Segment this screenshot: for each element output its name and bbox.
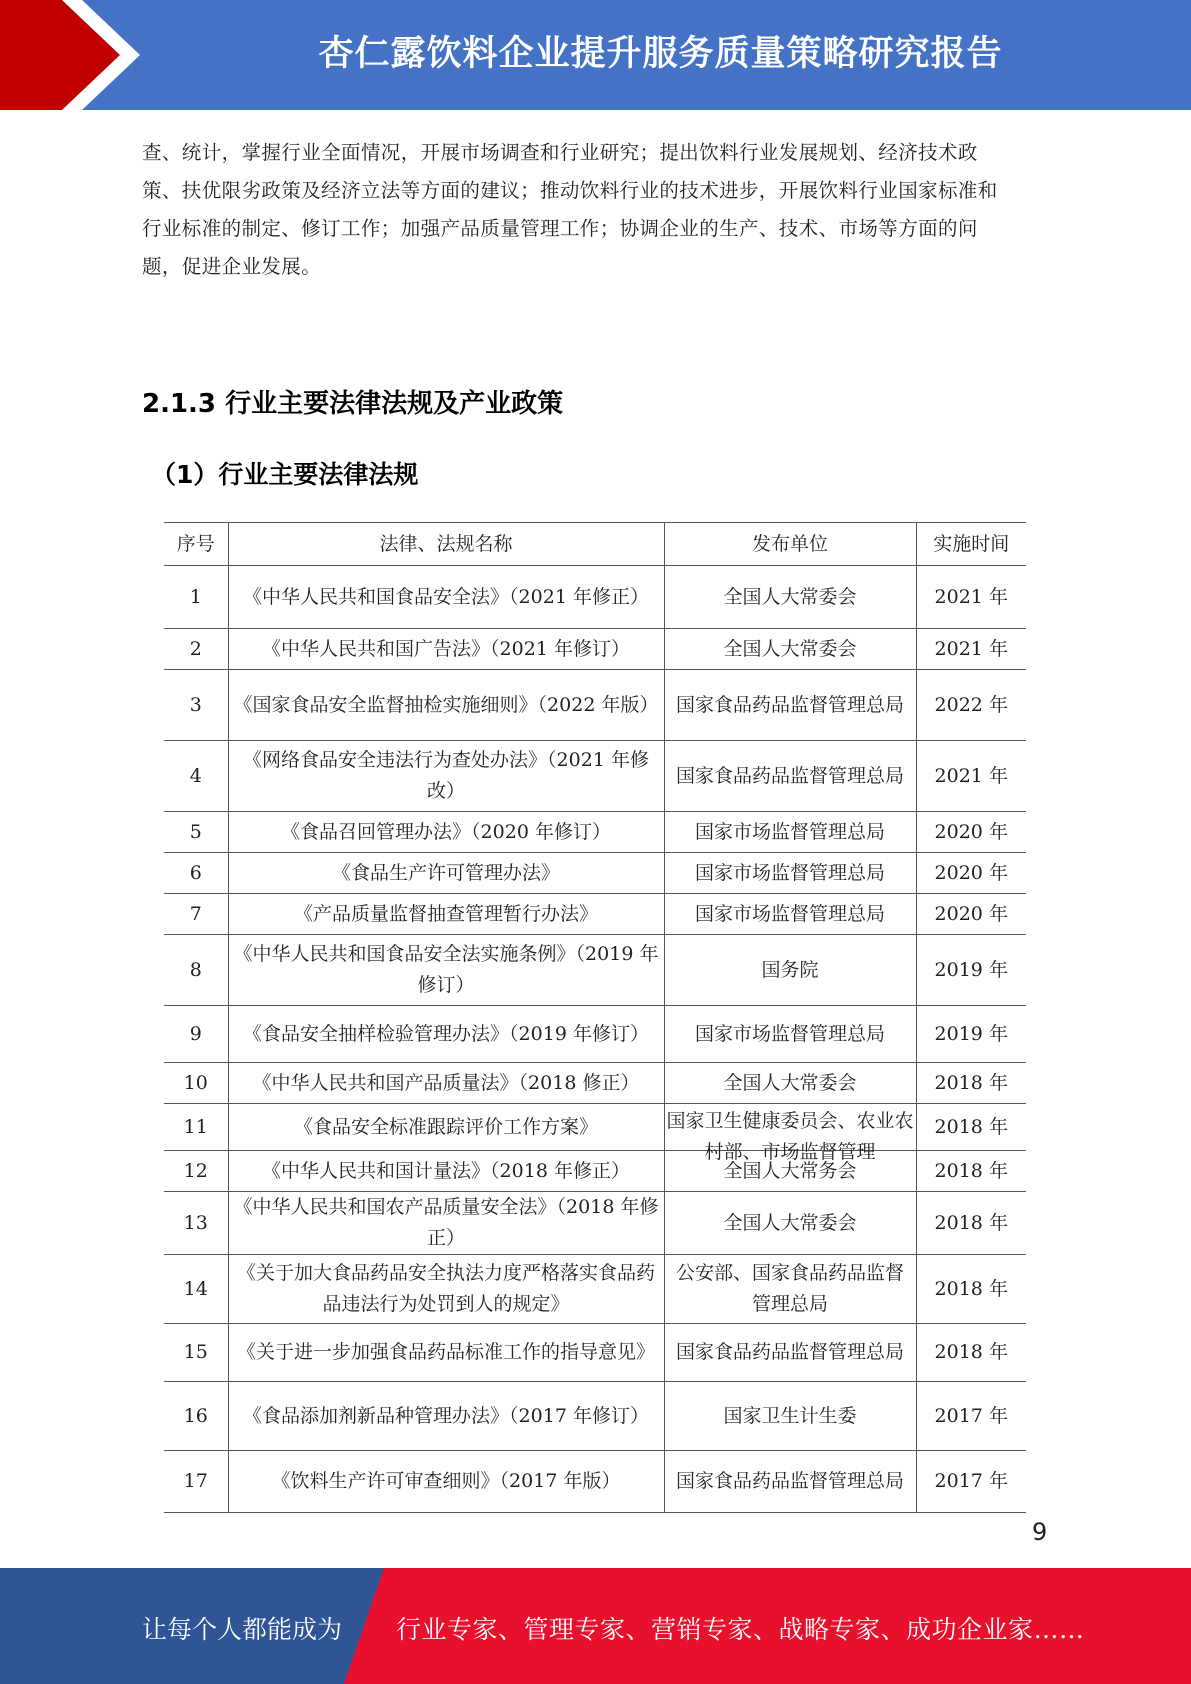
table-row bbox=[164, 1255, 1026, 1324]
cell-issuer: 国家市场监督管理总局 bbox=[664, 894, 916, 935]
cell-name: 《食品添加剂新品种管理办法》（2017 年修订） bbox=[228, 1382, 664, 1451]
cell-date: 2020 年 bbox=[916, 853, 1026, 894]
cell-name: 《网络食品安全违法行为查处办法》（2021 年修改） bbox=[228, 741, 664, 812]
cell-no: 9 bbox=[164, 1006, 228, 1063]
cell-issuer: 全国人大常委会 bbox=[664, 1192, 916, 1255]
cell-date: 2020 年 bbox=[916, 812, 1026, 853]
intro-paragraph bbox=[142, 134, 1047, 286]
intro-line: 行业标准的制定、修订工作；加强产品质量管理工作；协调企业的生产、技术、市场等方面的问 bbox=[142, 217, 978, 240]
cell-issuer: 国家食品药品监督管理总局 bbox=[664, 1324, 916, 1382]
table-row bbox=[164, 935, 1026, 1006]
table-row bbox=[164, 566, 1026, 629]
page-header bbox=[0, 0, 1191, 110]
header-name: 法律、法规名称 bbox=[228, 523, 664, 566]
header-no: 序号 bbox=[164, 523, 228, 566]
cell-issuer: 全国人大常委会 bbox=[664, 566, 916, 629]
cell-no: 5 bbox=[164, 812, 228, 853]
cell-date: 2018 年 bbox=[916, 1151, 1026, 1192]
cell-date: 2022 年 bbox=[916, 670, 1026, 741]
table-row bbox=[164, 1006, 1026, 1063]
footer-slogan-left: 让每个人都能成为 bbox=[142, 1615, 343, 1644]
cell-issuer: 国家市场监督管理总局 bbox=[664, 1006, 916, 1063]
table-header-row bbox=[164, 523, 1026, 566]
cell-name: 《食品安全抽样检验管理办法》（2019 年修订） bbox=[228, 1006, 664, 1063]
cell-name: 《中华人民共和国计量法》（2018 年修正） bbox=[228, 1151, 664, 1192]
cell-date: 2019 年 bbox=[916, 935, 1026, 1006]
cell-no: 17 bbox=[164, 1451, 228, 1513]
cell-issuer: 国家食品药品监督管理总局 bbox=[664, 1451, 916, 1513]
cell-date: 2018 年 bbox=[916, 1324, 1026, 1382]
table-row bbox=[164, 629, 1026, 670]
cell-no: 16 bbox=[164, 1382, 228, 1451]
table-row bbox=[164, 1451, 1026, 1513]
table-row bbox=[164, 1104, 1026, 1151]
cell-issuer-clip bbox=[665, 1104, 916, 1163]
cell-issuer: 国家市场监督管理总局 bbox=[664, 812, 916, 853]
cell-name: 《食品召回管理办法》（2020 年修订） bbox=[228, 812, 664, 853]
cell-name: 《食品安全标准跟踪评价工作方案》 bbox=[228, 1104, 664, 1151]
cell-date: 2021 年 bbox=[916, 741, 1026, 812]
cell-issuer: 国务院 bbox=[664, 935, 916, 1006]
cell-name: 《中华人民共和国广告法》（2021 年修订） bbox=[228, 629, 664, 670]
laws-table bbox=[164, 522, 1026, 1513]
section-heading: 2.1.3 行业主要法律法规及产业政策 bbox=[142, 389, 564, 419]
cell-name: 《中华人民共和国食品安全法》（2021 年修正） bbox=[228, 566, 664, 629]
cell-name: 《中华人民共和国产品质量法》（2018 修正） bbox=[228, 1063, 664, 1104]
intro-line: 策、扶优限劣政策及经济立法等方面的建议；推动饮料行业的技术进步，开展饮料行业国家标准和 bbox=[142, 179, 998, 202]
cell-no: 2 bbox=[164, 629, 228, 670]
cell-date: 2017 年 bbox=[916, 1382, 1026, 1451]
cell-no: 4 bbox=[164, 741, 228, 812]
cell-issuer: 全国人大常务会 bbox=[664, 1151, 916, 1192]
cell-no: 8 bbox=[164, 935, 228, 1006]
cell-date: 2020 年 bbox=[916, 894, 1026, 935]
intro-line: 查、统计，掌握行业全面情况，开展市场调查和行业研究；提出饮料行业发展规划、经济技术政 bbox=[142, 141, 978, 164]
cell-date: 2021 年 bbox=[916, 566, 1026, 629]
cell-no: 1 bbox=[164, 566, 228, 629]
cell-no: 10 bbox=[164, 1063, 228, 1104]
cell-issuer: 全国人大常委会 bbox=[664, 629, 916, 670]
cell-no: 7 bbox=[164, 894, 228, 935]
cell-date: 2018 年 bbox=[916, 1063, 1026, 1104]
table-row bbox=[164, 670, 1026, 741]
cell-no: 11 bbox=[164, 1104, 228, 1151]
cell-no: 13 bbox=[164, 1192, 228, 1255]
cell-no: 14 bbox=[164, 1255, 228, 1324]
footer-slogan-right: 行业专家、管理专家、营销专家、战略专家、成功企业家…… bbox=[396, 1615, 1085, 1644]
cell-no: 12 bbox=[164, 1151, 228, 1192]
cell-name: 《中华人民共和国农产品质量安全法》（2018 年修正） bbox=[228, 1192, 664, 1255]
cell-issuer-text: 国家卫生健康委员会、农业农村部、市场监督管理 bbox=[666, 1110, 914, 1163]
table-row bbox=[164, 853, 1026, 894]
cell-no: 15 bbox=[164, 1324, 228, 1382]
cell-date: 2021 年 bbox=[916, 629, 1026, 670]
cell-issuer: 公安部、国家食品药品监督管理总局 bbox=[664, 1255, 916, 1324]
laws-table-container bbox=[164, 522, 1026, 1492]
table-row bbox=[164, 894, 1026, 935]
cell-name: 《产品质量监督抽查管理暂行办法》 bbox=[228, 894, 664, 935]
table-row bbox=[164, 1063, 1026, 1104]
cell-name: 《关于进一步加强食品药品标准工作的指导意见》 bbox=[228, 1324, 664, 1382]
cell-date: 2018 年 bbox=[916, 1255, 1026, 1324]
sub-heading: （1）行业主要法律法规 bbox=[151, 460, 419, 489]
cell-date: 2018 年 bbox=[916, 1192, 1026, 1255]
cell-no: 3 bbox=[164, 670, 228, 741]
cell-name: 《饮料生产许可审查细则》（2017 年版） bbox=[228, 1451, 664, 1513]
page-footer bbox=[0, 1568, 1191, 1684]
cell-issuer: 国家卫生计生委 bbox=[664, 1382, 916, 1451]
cell-name: 《中华人民共和国食品安全法实施条例》（2019 年修订） bbox=[228, 935, 664, 1006]
table-row bbox=[164, 741, 1026, 812]
cell-name: 《关于加大食品药品安全执法力度严格落实食品药品违法行为处罚到人的规定》 bbox=[228, 1255, 664, 1324]
cell-date: 2019 年 bbox=[916, 1006, 1026, 1063]
cell-issuer: 国家食品药品监督管理总局 bbox=[664, 741, 916, 812]
table-row bbox=[164, 1192, 1026, 1255]
header-issuer: 发布单位 bbox=[664, 523, 916, 566]
table-row bbox=[164, 1324, 1026, 1382]
table-row bbox=[164, 1382, 1026, 1451]
page-number: 9 bbox=[1032, 1518, 1048, 1546]
report-title: 杏仁露饮料企业提升服务质量策略研究报告 bbox=[318, 34, 1003, 74]
cell-issuer bbox=[664, 1104, 916, 1163]
cell-name: 《国家食品安全监督抽检实施细则》（2022 年版） bbox=[228, 670, 664, 741]
cell-issuer: 全国人大常委会 bbox=[664, 1063, 916, 1104]
cell-issuer: 国家食品药品监督管理总局 bbox=[664, 670, 916, 741]
cell-name: 《食品生产许可管理办法》 bbox=[228, 853, 664, 894]
header-date: 实施时间 bbox=[916, 523, 1026, 566]
cell-date: 2017 年 bbox=[916, 1451, 1026, 1513]
intro-line: 题，促进企业发展。 bbox=[142, 255, 322, 278]
cell-no: 6 bbox=[164, 853, 228, 894]
table-row bbox=[164, 812, 1026, 853]
cell-date: 2018 年 bbox=[916, 1104, 1026, 1151]
cell-issuer: 国家市场监督管理总局 bbox=[664, 853, 916, 894]
